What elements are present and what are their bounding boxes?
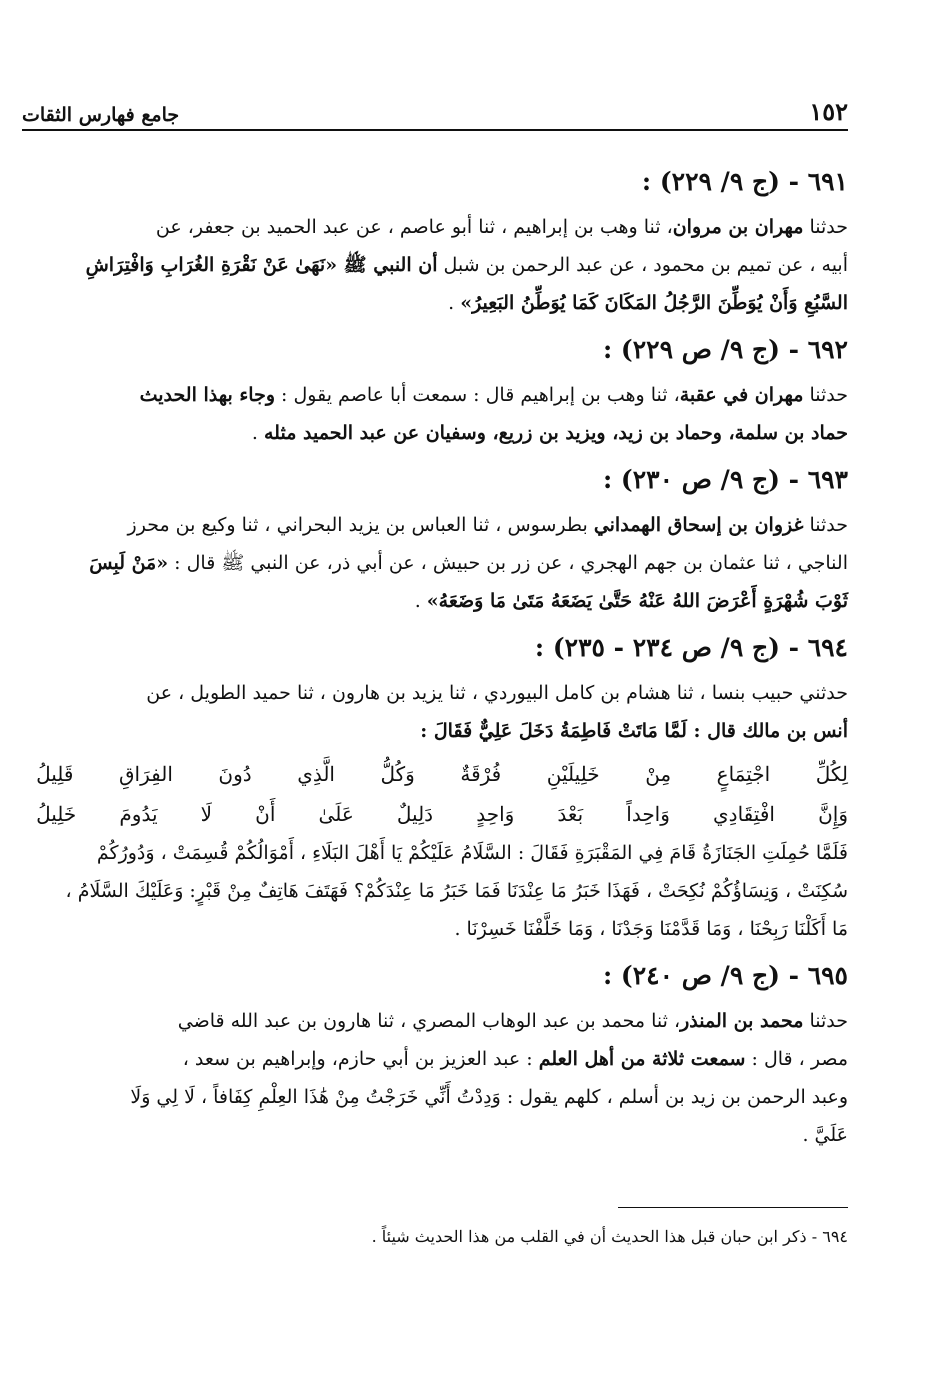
- poem-word: وَإِنَّ: [818, 802, 848, 826]
- page-header: [22, 92, 848, 131]
- bold-text: ثَوْبَ شُهْرَةٍ أَعْرَضَ اللهُ عَنْهُ حَتَّىٰ يَضَعَهُ مَتَىٰ مَا وَضَعَهُ»: [426, 590, 848, 612]
- text-run: أبيه ، عن تميم بن محمود ، عن عبد الرحمن بن شبل: [437, 254, 848, 276]
- entry-text-line: [36, 208, 848, 246]
- entry-text-line: [36, 1078, 848, 1116]
- footnote: ٦٩٤ - ذكر ابن حبان قبل هذا الحديث أن في القلب من هذا الحديث شيئاً .: [371, 1227, 848, 1246]
- poem-word: وَكُلُّ: [380, 762, 415, 786]
- bold-text: السَّبُعِ وَأَنْ يُوَطِّنَ الرَّجُلُ المَكَانَ كَمَا يُوَطِّنُ البَعِيرُ»: [460, 292, 848, 314]
- text-run: سُكِنَتْ ، وَنِسَاؤُكُمْ نُكِحَتْ ، فَهَذَا خَبَرُ مَا عِنْدَنَا فَمَا خَبَرُ مَا عِنْدَكُمْ؟ فَهَتَفَ هَاتِفٌ مِنْ قَبْرٍ: وَعَلَيْكَ السَّلَامُ ،: [65, 880, 848, 902]
- text-run: ، ثنا وهب بن إبراهيم ، ثنا أبو عاصم ، عن عبد الحميد بن جعفر، عن: [155, 216, 673, 238]
- main-text: [36, 160, 848, 1160]
- text-run: .: [251, 422, 264, 444]
- entry-text-line: [36, 414, 848, 452]
- entry-text-line: [36, 674, 848, 712]
- entry-heading: ٦٩٥ - (ج ٩/ ص ٢٤٠) :: [602, 961, 848, 990]
- entry-text-line: [36, 1116, 848, 1154]
- text-run: : عبد العزيز بن أبي حازم، وإبراهيم بن سعد ،: [182, 1048, 539, 1070]
- bold-text: حماد بن سلمة، وحماد بن زيد، ويزيد بن زريع، وسفيان عن عبد الحميد مثله: [264, 422, 848, 444]
- entry-text-line: [36, 712, 848, 750]
- bold-text: غزوان بن إسحاق الهمداني: [593, 514, 804, 536]
- text-run: .: [414, 590, 427, 612]
- entry-text-line: [36, 1002, 848, 1040]
- poem-word: افْتِقَادِي: [713, 802, 775, 826]
- entry-text-line: [36, 284, 848, 322]
- entry-text-line: [36, 872, 848, 910]
- text-run: حدثنا: [803, 216, 848, 238]
- entry-heading: ٦٩٣ - (ج ٩/ ص ٢٣٠) :: [602, 465, 848, 494]
- footnote-separator: [618, 1207, 848, 1208]
- entry-heading: ٦٩١ - (ج ٩/ ٢٢٩) :: [641, 167, 848, 196]
- entry: [36, 160, 848, 322]
- poem-word: دُونَ: [218, 762, 252, 786]
- entry-text-line: [36, 834, 848, 872]
- entry-heading: ٦٩٤ - (ج ٩/ ص ٢٣٤ - ٢٣٥) :: [534, 633, 848, 662]
- bold-text: أنس بن مالك قال : لَمَّا مَاتَتْ فَاطِمَةُ دَخَلَ عَلِيٌّ فَقَالَ :: [420, 720, 848, 742]
- page-number: ١٥٢: [809, 97, 848, 126]
- bold-text: مهران في عقبة: [679, 384, 804, 406]
- entry-text-line: [36, 376, 848, 414]
- text-run: ، ثنا محمد بن عبد الوهاب المصري ، ثنا هارون بن عبد الله قاضي: [177, 1010, 681, 1032]
- poem-word: خَلِيلَيْنِ: [546, 762, 600, 786]
- entry-text-line: [36, 544, 848, 582]
- bold-text: وجاء بهذا الحديث: [139, 384, 276, 406]
- poem-word: لِكُلِّ: [815, 762, 848, 786]
- text-run: حدثنا: [803, 514, 848, 536]
- bold-text: محمد بن المنذر: [680, 1010, 804, 1032]
- poem-word: أَنْ: [255, 802, 276, 826]
- entry: [36, 626, 848, 948]
- poem-verse: [36, 754, 848, 794]
- text-run: حدثنا: [803, 1010, 848, 1032]
- entry-text-line: [36, 582, 848, 620]
- text-run: عَلَيَّ .: [802, 1124, 848, 1146]
- entry-text-line: [36, 246, 848, 284]
- poem-word: بَعْدَ: [557, 802, 584, 826]
- entry-text-line: [36, 910, 848, 948]
- entry-heading: ٦٩٢ - (ج ٩/ ص ٢٢٩) :: [602, 335, 848, 364]
- text-run: مصر ، قال :: [745, 1048, 848, 1070]
- poem: [36, 754, 848, 834]
- text-run: .: [448, 292, 461, 314]
- poem-word: لَا: [200, 802, 213, 826]
- text-run: وعبد الرحمن بن زيد بن أسلم ، كلهم يقول : وَدِدْتُ أَنِّي خَرَجْتُ مِنْ هَٰذَا العِلْمِ كِفَافاً ، لَا لِي وَلَا: [130, 1086, 848, 1108]
- bold-text: أن النبي ﷺ «نَهَىٰ عَنْ نَقْرَةِ الغُرَابِ وَافْتِرَاشِ: [85, 254, 438, 276]
- text-run: الناجي ، ثنا عثمان بن جهم الهجري ، عن زر بن حبيش ، عن أبي ذر، عن النبي ﷺ قال :: [168, 552, 848, 574]
- poem-word: دَلِيلٌ: [396, 802, 434, 826]
- text-run: ، ثنا وهب بن إبراهيم قال : سمعت أبا عاصم يقول :: [275, 384, 680, 406]
- bold-text: مهران بن مروان: [672, 216, 804, 238]
- bold-text: «مَنْ لَبِسَ: [89, 552, 169, 574]
- poem-word: الَّذِي: [297, 762, 335, 786]
- poem-word: قَلِيلُ: [36, 762, 74, 786]
- entry: [36, 458, 848, 620]
- entry-text-line: [36, 1040, 848, 1078]
- poem-word: وَاحِداً: [626, 802, 670, 826]
- poem-word: وَاحِدٍ: [476, 802, 515, 826]
- text-run: حدثني حبيب بنسا ، ثنا هشام بن كامل البيوردي ، ثنا يزيد بن هارون ، ثنا حميد الطويل ، عن: [146, 682, 848, 704]
- poem-word: عَلَىٰ: [318, 802, 354, 826]
- text-run: مَا أَكَلْنَا رَبِحْنَا ، وَمَا قَدَّمْنَا وَجَدْنَا ، وَمَا خَلَّفْنَا خَسِرْنَا .: [454, 918, 848, 940]
- poem-word: يَدُومَ: [119, 802, 158, 826]
- entry-text-line: [36, 506, 848, 544]
- running-title: جامع فهارس الثقات: [22, 104, 180, 126]
- text-run: فَلَمَّا حُمِلَتِ الجَنَازَةُ قَامَ فِي المَقْبَرَةِ فَقَالَ : السَّلَامُ عَلَيْكُمْ يَا أَهْلَ البَلَاءِ ، أَمْوَالُكُمْ قُسِمَتْ ، وَدُورُكُمْ: [96, 842, 848, 864]
- poem-word: اجْتِمَاعٍ: [716, 762, 771, 786]
- poem-word: مِنْ: [645, 762, 672, 786]
- entry: [36, 328, 848, 452]
- poem-word: الفِرَاقِ: [119, 762, 173, 786]
- poem-word: خَلِيلُ: [36, 802, 77, 826]
- entry: [36, 954, 848, 1154]
- text-run: بطرسوس ، ثنا العباس بن يزيد البحراني ، ثنا وكيع بن محرز: [127, 514, 594, 536]
- text-run: حدثنا: [803, 384, 848, 406]
- poem-word: فُرْقَةٌ: [460, 762, 502, 786]
- bold-text: سمعت ثلاثة من أهل العلم: [538, 1048, 746, 1070]
- poem-verse: [36, 794, 848, 834]
